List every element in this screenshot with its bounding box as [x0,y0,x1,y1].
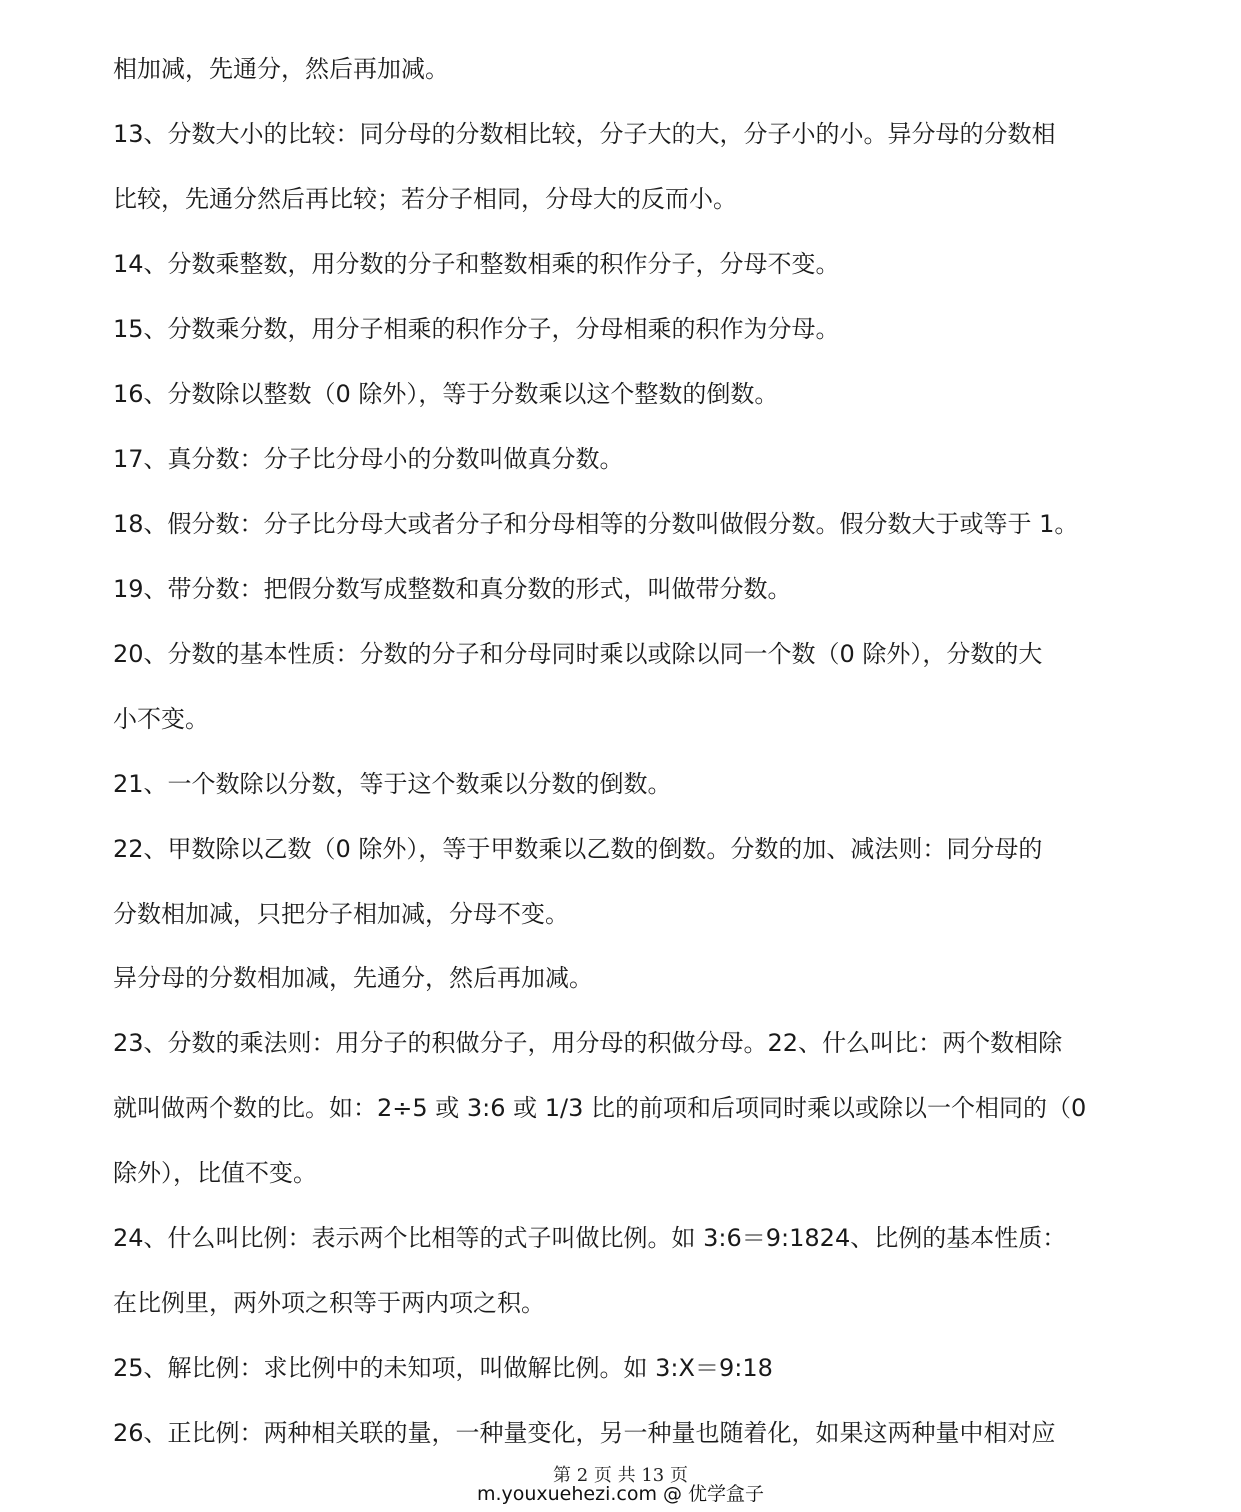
text-line: 18、假分数：分子比分母大或者分子和分母相等的分数叫做假分数。假分数大于或等于 1。 [113,510,1079,538]
text-line: 除外），比值不变。 [113,1159,317,1187]
text-line: 20、分数的基本性质：分数的分子和分母同时乘以或除以同一个数（0 除外），分数的大 [113,640,1043,668]
text-line: 17、真分数：分子比分母小的分数叫做真分数。 [113,445,624,473]
text-line: 比较，先通分然后再比较；若分子相同，分母大的反而小。 [113,185,737,213]
text-line: 26、正比例：两种相关联的量，一种量变化，另一种量也随着化，如果这两种量中相对应 [113,1419,1056,1447]
text-line: 16、分数除以整数（0 除外），等于分数乘以这个整数的倒数。 [113,380,779,408]
text-line: 异分母的分数相加减，先通分，然后再加减。 [113,964,593,992]
page-number: 第 2 页 共 13 页 [553,1465,688,1486]
text-line: 23、分数的乘法则：用分子的积做分子，用分母的积做分母。22、什么叫比：两个数相除 [113,1029,1063,1057]
text-line: 小不变。 [113,705,209,733]
text-line: 就叫做两个数的比。如：2÷5 或 3:6 或 1/3 比的前项和后项同时乘以或除以一个相同的（0 [113,1094,1087,1122]
text-line: 在比例里，两外项之积等于两内项之积。 [113,1289,545,1317]
site-watermark: m.youxuehezi.com @ 优学盒子 [476,1483,765,1505]
text-line: 分数相加减，只把分子相加减，分母不变。 [113,900,569,928]
text-line: 21、一个数除以分数，等于这个数乘以分数的倒数。 [113,770,672,798]
text-line: 24、什么叫比例：表示两个比相等的式子叫做比例。如 3:6＝9:1824、比例的基本性质： [113,1224,1067,1252]
text-line: 15、分数乘分数，用分子相乘的积作分子，分母相乘的积作为分母。 [113,315,840,343]
text-line: 25、解比例：求比例中的未知项，叫做解比例。如 3:X＝9:18 [113,1354,773,1382]
text-line: 相加减，先通分，然后再加减。 [113,55,449,83]
text-line: 22、甲数除以乙数（0 除外），等于甲数乘以乙数的倒数。分数的加、减法则：同分母的 [113,835,1043,863]
text-line: 14、分数乘整数，用分数的分子和整数相乘的积作分子，分母不变。 [113,250,840,278]
text-line: 13、分数大小的比较：同分母的分数相比较，分子大的大，分子小的小。异分母的分数相 [113,120,1056,148]
text-line: 19、带分数：把假分数写成整数和真分数的形式，叫做带分数。 [113,575,792,603]
